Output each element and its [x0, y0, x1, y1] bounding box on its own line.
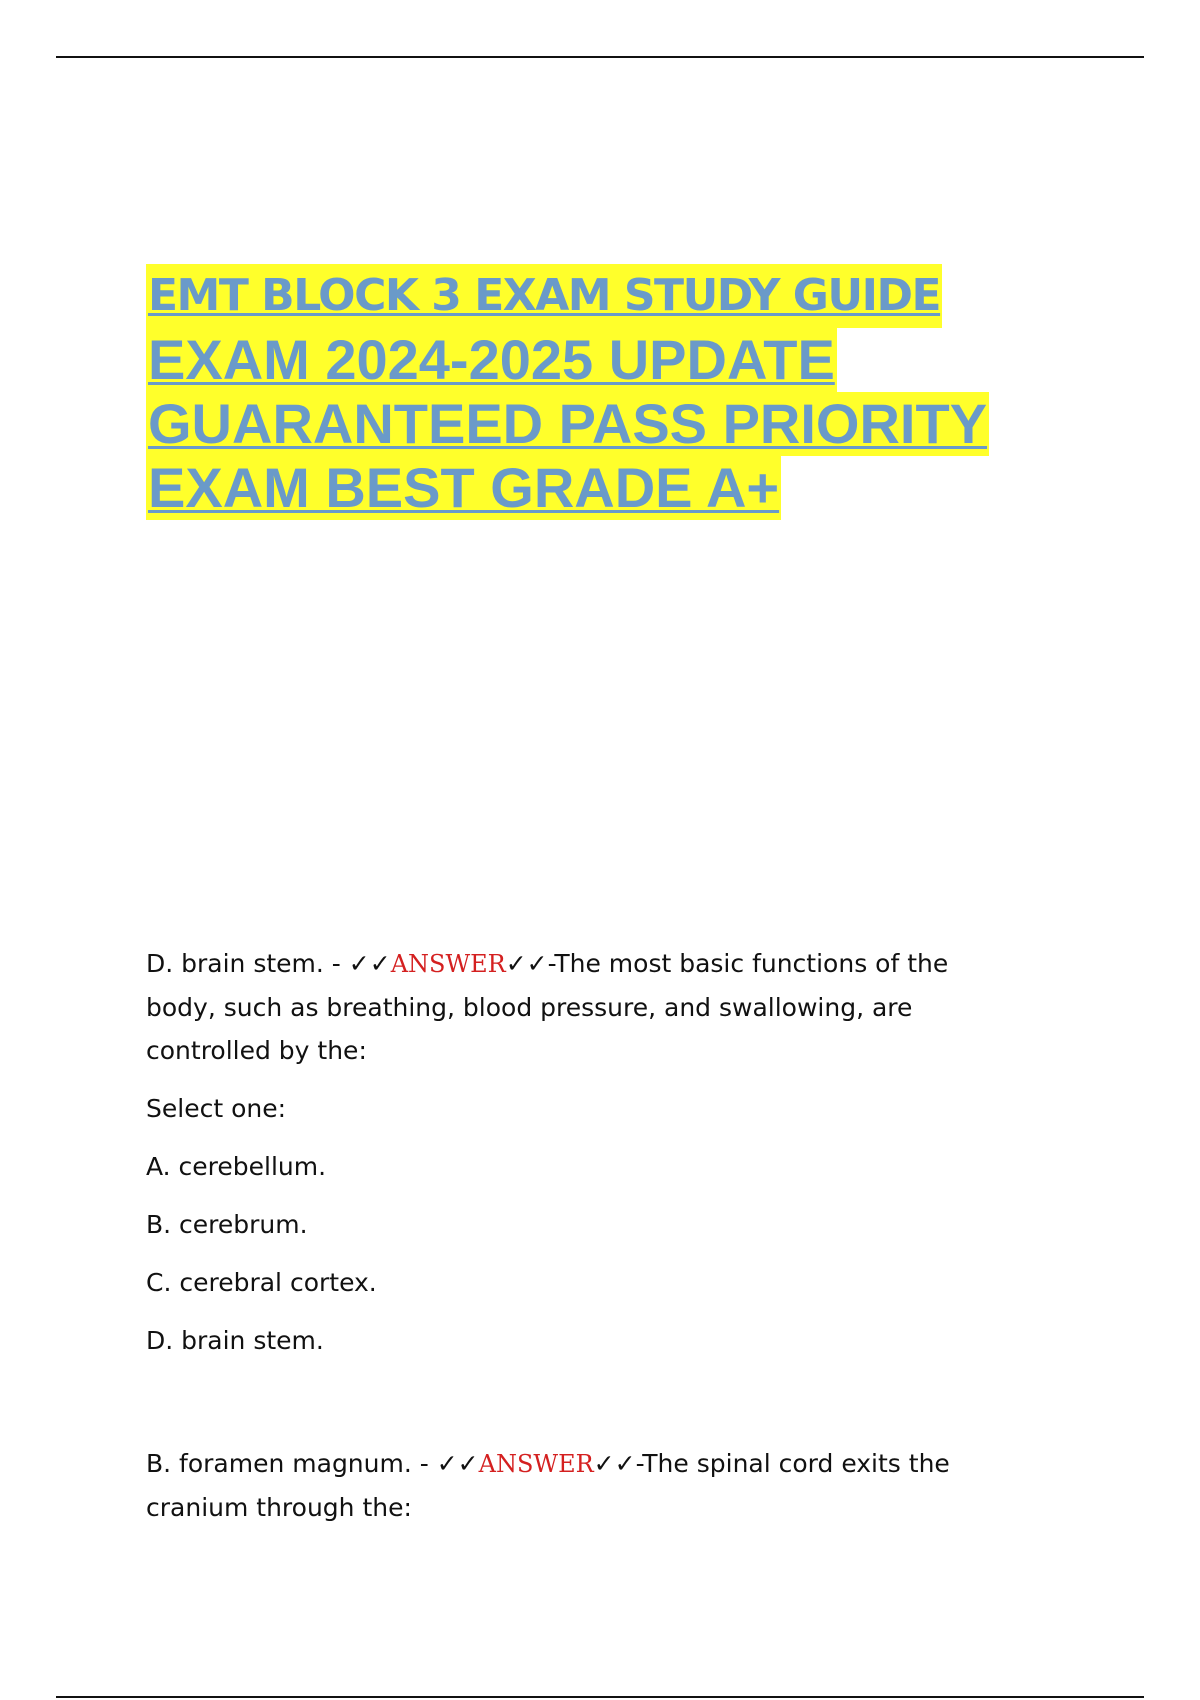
option-b: B. cerebrum. — [146, 1210, 308, 1239]
title-line-2: EXAM 2024-2025 UPDATE — [148, 328, 835, 391]
check-icon: ✓✓ — [505, 949, 548, 978]
question-line: cranium through the: — [146, 1493, 412, 1522]
question-line: -The most basic functions of the — [547, 949, 949, 978]
title-line-1: EMT BLOCK 3 EXAM STUDY GUIDE — [146, 264, 942, 328]
answer-label: ANSWER — [390, 950, 506, 978]
question-block-2 — [146, 1442, 1046, 1544]
question-block-1 — [146, 942, 1046, 1377]
title-line-3: GUARANTEED PASS PRIORITY — [148, 392, 988, 455]
question-line: body, such as breathing, blood pressure, and swallowing, are — [146, 993, 913, 1022]
check-icon: ✓✓ — [593, 1449, 636, 1478]
option-d: D. brain stem. — [146, 1326, 324, 1355]
answer-text: D. brain stem. - — [146, 949, 349, 978]
check-icon: ✓✓ — [348, 949, 391, 978]
question-line: controlled by the: — [146, 1036, 367, 1065]
option-a: A. cerebellum. — [146, 1152, 327, 1181]
answer-label: ANSWER — [478, 1450, 594, 1478]
select-prompt: Select one: — [146, 1094, 287, 1123]
option-c: C. cerebral cortex. — [146, 1268, 377, 1297]
document-title — [146, 264, 1046, 520]
question-line: -The spinal cord exits the — [635, 1449, 950, 1478]
check-icon: ✓✓ — [436, 1449, 479, 1478]
answer-text: B. foramen magnum. - — [146, 1449, 437, 1478]
question-text — [146, 942, 1046, 1072]
header-rule — [56, 56, 1144, 58]
title-line-4: EXAM BEST GRADE A+ — [148, 456, 780, 519]
footer-rule — [56, 1696, 1144, 1698]
question-text — [146, 1442, 1046, 1529]
